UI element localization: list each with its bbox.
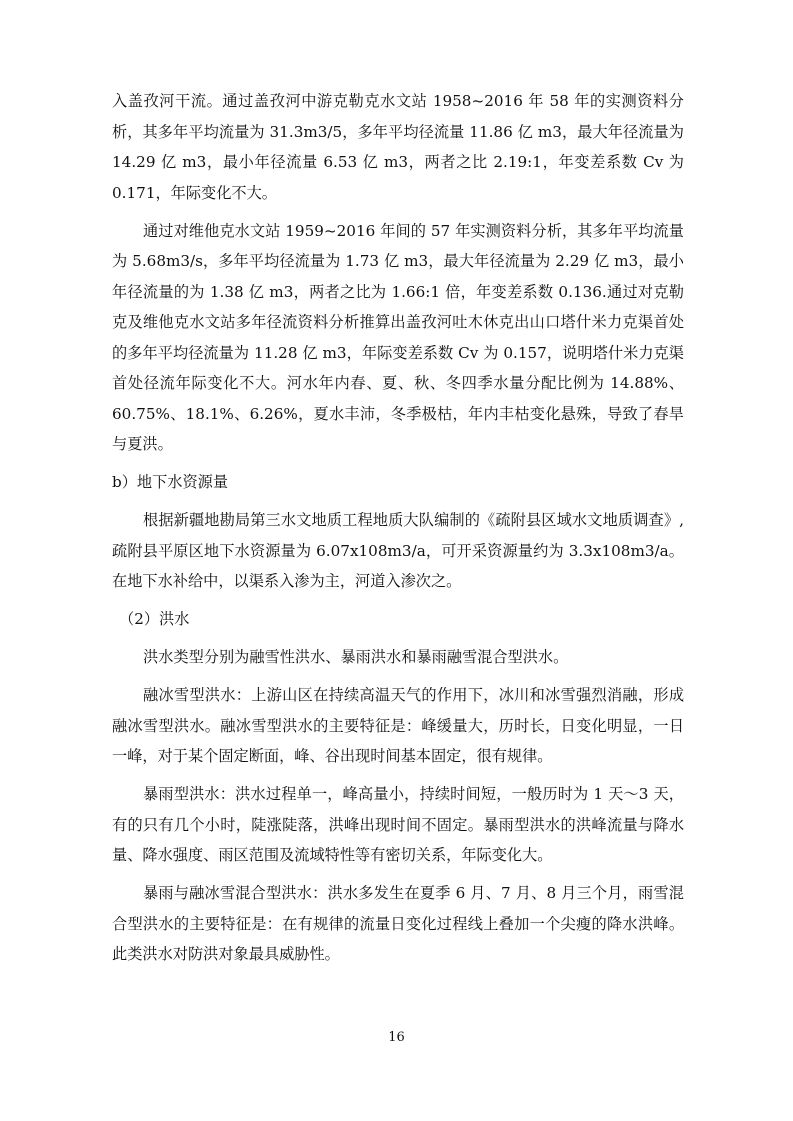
- heading-flood: （2）洪水: [119, 610, 190, 628]
- document-body: [112, 86, 684, 977]
- paragraph-snowmelt-flood: 融冰雪型洪水：上游山区在持续高温天气的作用下，冰川和冰雪强烈消融，形成融冰雪型洪水。融冰雪型洪水的主要特征是：峰缓量大，历时长，日变化明显，一日一峰，对于某个固定断面，峰、谷出现时间基本固定，很有规律。: [112, 686, 684, 765]
- paragraph-mixed-flood: 暴雨与融冰雪混合型洪水：洪水多发生在夏季 6 月、7 月、8 月三个月，雨雪混合型洪水的主要特征是：在有规律的流量日变化过程线上叠加一个尖瘦的降水洪峰。此类洪水对防洪对象最具威胁性。: [112, 884, 684, 963]
- page-number: 16: [388, 1030, 405, 1045]
- paragraph-rainstorm-flood: 暴雨型洪水：洪水过程单一，峰高量小，持续时间短，一般历时为 1 天～3 天，有的只有几个小时，陡涨陡落，洪峰出现时间不固定。暴雨型洪水的洪峰流量与降水量、降水强度、雨区范围及流域特性等有密切关系，年际变化大。: [112, 785, 684, 864]
- paragraph-gaizi-runoff: 入盖孜河干流。通过盖孜河中游克勒克水文站 1958~2016 年 58 年的实测资料分析，其多年平均流量为 31.3m3/5，多年平均径流量 11.86 亿 m3，最大年径流量为 14.29 亿 m3，最小年径流量 6.53 亿 m3，两者之比 2.19:1，年变差系数 Cv 为 0.171，年际变化不大。: [112, 92, 684, 202]
- paragraph-flood-types: 洪水类型分别为融雪性洪水、暴雨洪水和暴雨融雪混合型洪水。: [143, 648, 569, 666]
- paragraph-weitake-runoff: 通过对维他克水文站 1959~2016 年间的 57 年实测资料分析，其多年平均流量为 5.68m3/s，多年平均径流量为 1.73 亿 m3，最大年径流量为 2.29 亿 m3，最小年径流量的为 1.38 亿 m3，两者之比为 1.66:1 倍，年变差系数 0.136.通过对克勒克及维他克水文站多年径流资料分析推算出盖孜河吐木休克出山口塔什米力克渠首处的多年平均径流量为 11.28 亿 m3，年际变差系数 Cv 为 0.157，说明塔什米力克渠首处径流年际变化不大。河水年内春、夏、秋、冬四季水量分配比例为 14.88%、60.75%、18.1%、6.26%，夏水丰沛，冬季极枯，年内丰枯变化悬殊，导致了春旱与夏洪。: [112, 221, 684, 453]
- paragraph-groundwater: 根据新疆地勘局第三水文地质工程地质大队编制的《疏附县区域水文地质调查》,疏附县平原区地下水资源量为 6.07x108m3/a，可开采资源量约为 3.3x108m3/a。在地下水补给中，以渠系入渗为主，河道入渗次之。: [112, 511, 684, 590]
- heading-groundwater: b）地下水资源量: [112, 473, 229, 491]
